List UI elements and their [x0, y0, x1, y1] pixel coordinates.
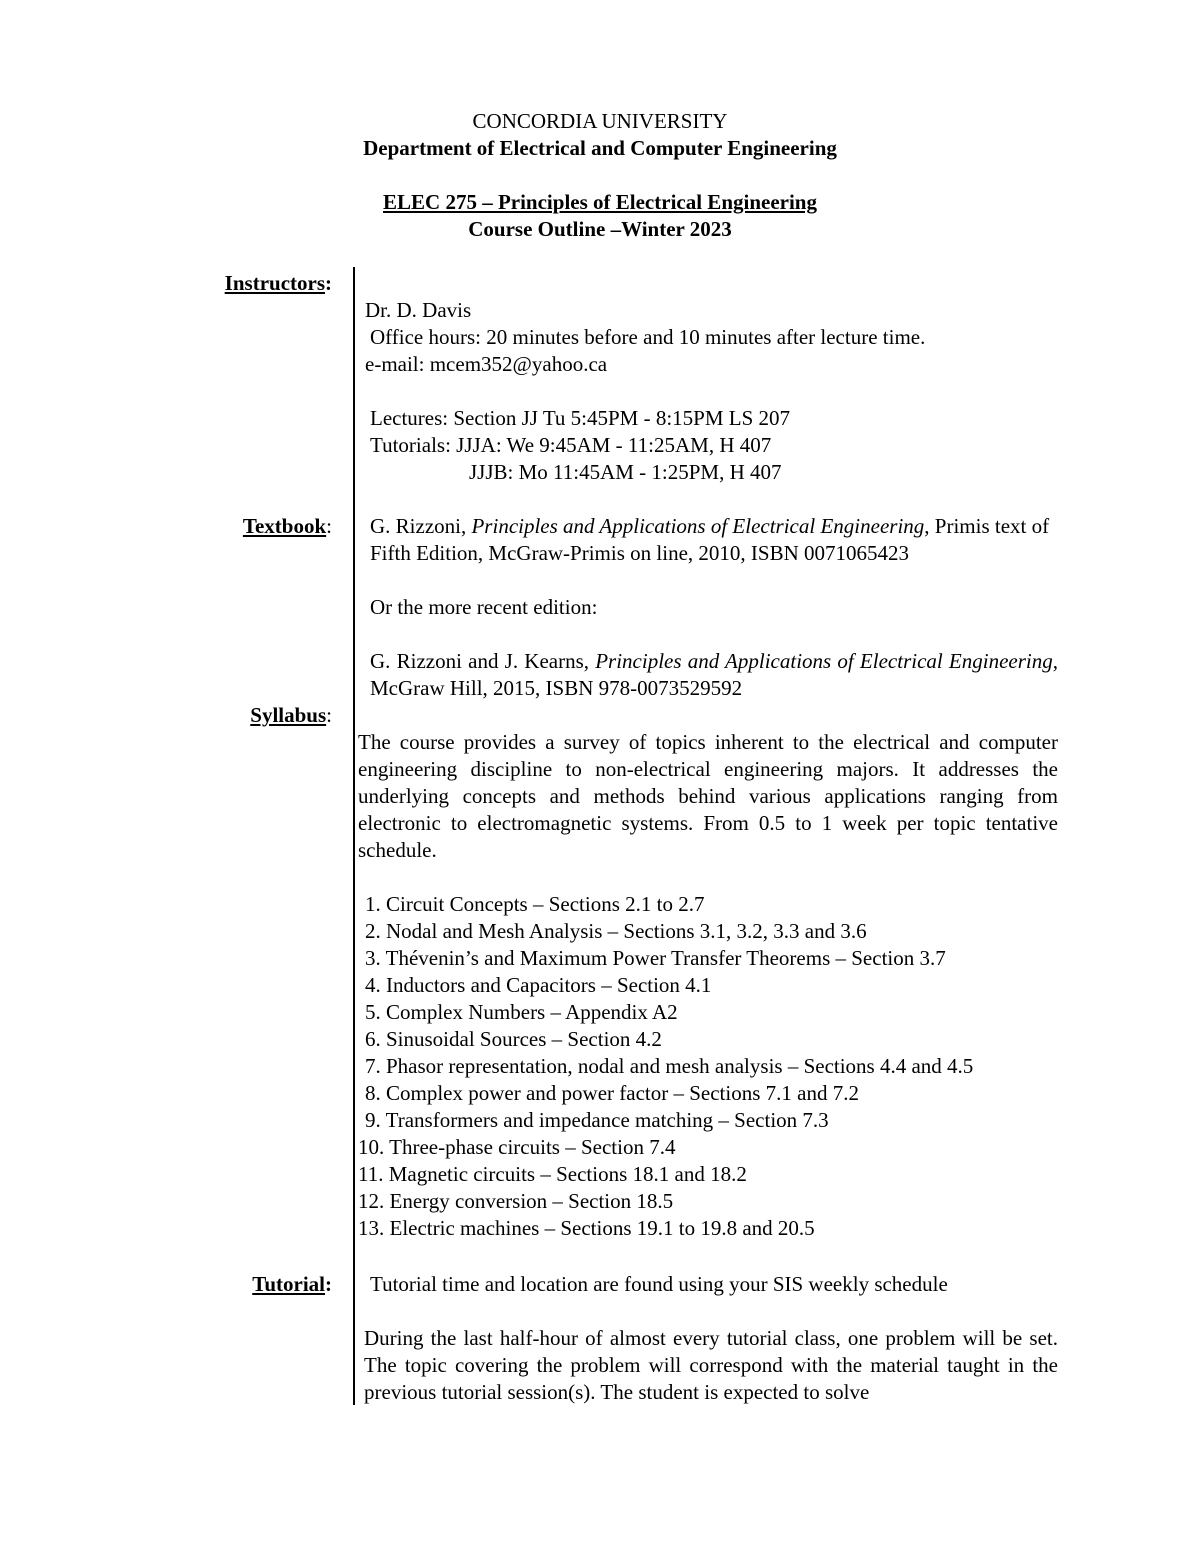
syllabus-topic: 5. Complex Numbers – Appendix A2 — [365, 1000, 678, 1024]
syllabus-topic: 3. Thévenin’s and Maximum Power Transfer Theorems – Section 3.7 — [365, 946, 946, 970]
tutorial-location: Tutorial time and location are found using your SIS weekly schedule — [370, 1272, 948, 1296]
label-syllabus: Syllabus: — [250, 703, 332, 727]
syllabus-topic: 9. Transformers and impedance matching – Section 7.3 — [365, 1108, 829, 1132]
course-outline-term: Course Outline –Winter 2023 — [468, 217, 732, 241]
tutorial-description: During the last half-hour of almost every tutorial class, one problem will be set. The topic covering the problem will correspond with the material taught in the previous tutorial session(s). The student is expected to solve — [364, 1326, 1058, 1404]
syllabus-topic: 6. Sinusoidal Sources – Section 4.2 — [365, 1027, 662, 1051]
tutorial-schedule-a: Tutorials: JJJA: We 9:45AM - 11:25AM, H 407 — [370, 433, 772, 457]
syllabus-topic: 10. Three-phase circuits – Section 7.4 — [358, 1135, 676, 1159]
syllabus-topic: 8. Complex power and power factor – Sections 7.1 and 7.2 — [365, 1081, 859, 1105]
course-title-text: ELEC 275 – Principles of Electrical Engineering — [383, 190, 817, 214]
syllabus-topic: 4. Inductors and Capacitors – Section 4.1 — [365, 973, 712, 997]
tutorial-schedule-b: JJJB: Mo 11:45AM - 1:25PM, H 407 — [469, 460, 782, 484]
department-name: Department of Electrical and Computer Engineering — [363, 136, 837, 160]
office-hours: Office hours: 20 minutes before and 10 minutes after lecture time. — [370, 325, 926, 349]
label-tutorial: Tutorial: — [252, 1272, 332, 1296]
column-divider — [353, 267, 355, 1405]
textbook-or-recent: Or the more recent edition: — [370, 595, 598, 619]
lecture-schedule: Lectures: Section JJ Tu 5:45PM - 8:15PM LS 207 — [370, 406, 791, 430]
syllabus-description: The course provides a survey of topics inherent to the electrical and computer engineering discipline to non-electrical engineering majors. It addresses the underlying concepts and methods behind various applications ranging from electronic to electromagnetic systems. From 0.5 to 1 week per topic tentative schedule. — [358, 730, 1058, 862]
textbook-primary: G. Rizzoni, Principles and Applications of Electrical Engineering, Primis text of Fifth Edition, McGraw-Primis on line, 2010, ISBN 0071065423 — [370, 514, 1050, 565]
textbook-recent-edition: G. Rizzoni and J. Kearns, Principles and Applications of Electrical Engineering, McGraw Hill, 2015, ISBN 978-0073529592 — [370, 649, 1058, 700]
label-textbook: Textbook: — [242, 514, 332, 538]
syllabus-topic: 13. Electric machines – Sections 19.1 to 19.8 and 20.5 — [358, 1216, 815, 1240]
syllabus-topic: 1. Circuit Concepts – Sections 2.1 to 2.7 — [365, 892, 705, 916]
label-instructors: Instructors: — [224, 271, 332, 295]
syllabus-topic: 7. Phasor representation, nodal and mesh analysis – Sections 4.4 and 4.5 — [365, 1054, 974, 1078]
instructor-name: Dr. D. Davis — [365, 298, 472, 322]
university-name: CONCORDIA UNIVERSITY — [472, 109, 728, 133]
syllabus-topic: 2. Nodal and Mesh Analysis – Sections 3.1, 3.2, 3.3 and 3.6 — [365, 919, 867, 943]
syllabus-topic-list — [358, 891, 974, 1242]
syllabus-topic: 11. Magnetic circuits – Sections 18.1 and 18.2 — [358, 1162, 747, 1186]
instructor-email: e-mail: mcem352@yahoo.ca — [365, 352, 608, 376]
course-title — [0, 189, 1200, 216]
syllabus-topic: 12. Energy conversion – Section 18.5 — [358, 1189, 674, 1213]
